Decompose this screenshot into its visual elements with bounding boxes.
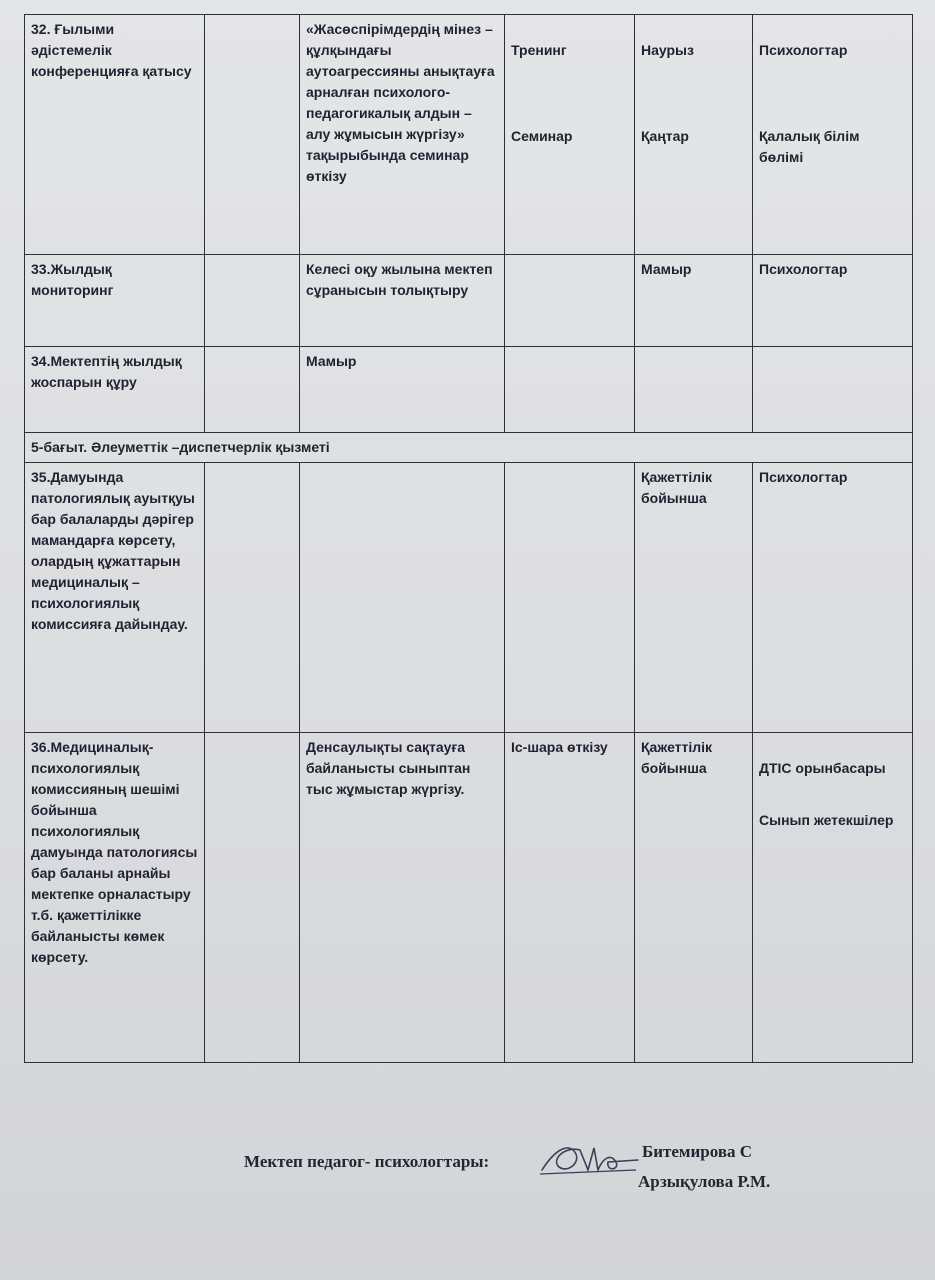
- form-cell: [505, 255, 635, 347]
- responsible-cell: [753, 733, 913, 1063]
- responsible-cell: Психологтар: [753, 255, 913, 347]
- handwritten-signature-icon: [536, 1140, 646, 1180]
- section-row: [25, 433, 913, 463]
- empty-cell: [205, 15, 300, 255]
- empty-cell: [205, 463, 300, 733]
- table-row: [25, 15, 913, 255]
- content-cell: «Жасөспірімдердің мінез –құлқындағы аутоагрессияны анықтауға арналған психолого-педагогикалық алдын – алу жұмысын жүргізу» тақырыбында семинар өткізу: [300, 15, 505, 255]
- event-cell: 33.Жылдық мониторинг: [25, 255, 205, 347]
- signature-label: Мектеп педагог- психологтары:: [244, 1152, 490, 1171]
- form-value: Тренинг: [511, 42, 567, 58]
- responsible-value: Психологтар: [759, 42, 848, 58]
- responsible-cell: [753, 347, 913, 433]
- empty-cell: [205, 347, 300, 433]
- time-value: Наурыз: [641, 42, 694, 58]
- content-cell: Денсаулықты сақтауға байланысты сыныптан тыс жұмыстар жүргізу.: [300, 733, 505, 1063]
- psychologist-name-2: Арзықулова Р.М.: [638, 1172, 771, 1191]
- content-cell: Келесі оқу жылына мектеп сұранысын толықтыру: [300, 255, 505, 347]
- form-cell: [505, 15, 635, 255]
- form-cell: [505, 347, 635, 433]
- responsible-cell: Психологтар: [753, 463, 913, 733]
- work-plan-table: [24, 14, 913, 1063]
- responsible-cell: [753, 15, 913, 255]
- table-row: [25, 347, 913, 433]
- empty-cell: [205, 733, 300, 1063]
- responsible-value: Сынып жетекшілер: [759, 812, 894, 828]
- form-cell: [505, 463, 635, 733]
- responsible-value: Қалалық білім бөлімі: [759, 128, 860, 165]
- event-cell: 32. Ғылыми әдістемелік конференцияға қатысу: [25, 15, 205, 255]
- time-cell: [635, 15, 753, 255]
- psychologist-name-1: Битемирова С: [642, 1142, 753, 1161]
- time-cell: Мамыр: [635, 255, 753, 347]
- table-row: [25, 733, 913, 1063]
- time-value: Қаңтар: [641, 128, 689, 144]
- table-row: [25, 463, 913, 733]
- event-cell: 36.Медициналық-психологиялық комиссияның шешімі бойынша психологиялық дамуында патологиясы бар баланы арнайы мектепке орналастыру т.б. қажеттілікке байланысты көмек көрсету.: [25, 733, 205, 1063]
- content-cell: Мамыр: [300, 347, 505, 433]
- empty-cell: [205, 255, 300, 347]
- form-value: Семинар: [511, 128, 573, 144]
- form-cell: Іс-шара өткізу: [505, 733, 635, 1063]
- signature-block: [244, 1140, 884, 1220]
- section-title: 5-бағыт. Әлеуметтік –диспетчерлік қызметі: [25, 433, 913, 463]
- responsible-value: ДТІС орынбасары: [759, 760, 886, 776]
- content-cell: [300, 463, 505, 733]
- time-cell: Қажеттілік бойынша: [635, 733, 753, 1063]
- table-row: [25, 255, 913, 347]
- event-cell: 34.Мектептің жылдық жоспарын құру: [25, 347, 205, 433]
- time-cell: Қажеттілік бойынша: [635, 463, 753, 733]
- event-cell: 35.Дамуында патологиялық ауытқуы бар балаларды дәрігер мамандарға көрсету, олардың құжаттарын медициналық – психологиялық комиссияға дайындау.: [25, 463, 205, 733]
- time-cell: [635, 347, 753, 433]
